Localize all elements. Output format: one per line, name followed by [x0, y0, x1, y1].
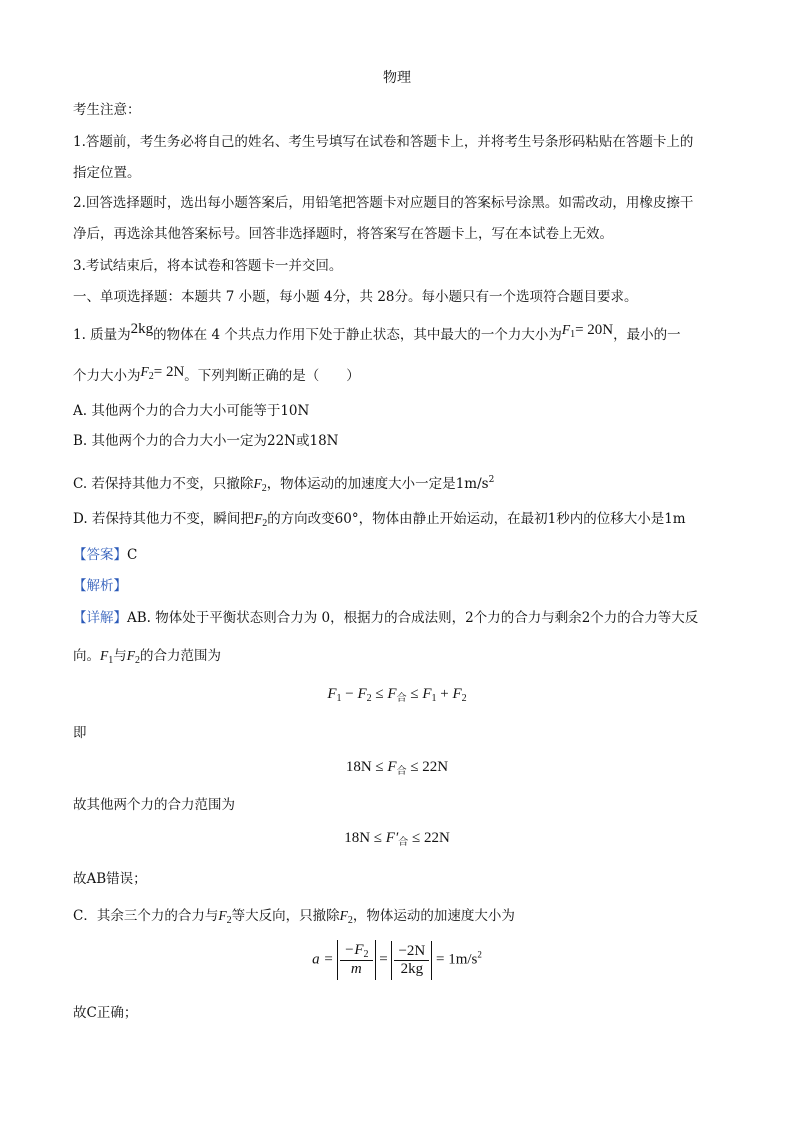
answer-line: [73, 546, 137, 564]
answer-label: 【答案】: [73, 547, 127, 563]
option-b: B. 其他两个力的合力大小一定为22N或18N: [73, 433, 339, 449]
question-1-stem-line-1: 1. 质量为2kg的物体在 4 个共点力作用下处于静止状态，其中最大的一个力大小为$F_1= 20N$，最小的一: [73, 321, 681, 343]
analysis-label: 【解析】: [73, 578, 127, 594]
option-d: D. 若保持其他力不变，瞬间把$F_2$的方向改变60°，物体由静止开始运动，在最初1秒内的位移大小是1m: [73, 511, 686, 529]
ji-text: 即: [73, 725, 87, 741]
detail-paragraph-line-2: 向。$F_1$与$F_2$的合力范围为: [73, 648, 221, 666]
answer-value: C: [127, 547, 138, 563]
other-range-text: 故其他两个力的合力范围为: [73, 797, 235, 813]
abs-fraction-symbolic: $\frac{-F_2}{m}$: [337, 940, 375, 980]
abs-fraction-numeric: $\frac{-2N}{2kg}$: [391, 941, 432, 980]
notice-item-2-line-1: 2.回答选择题时，选出每小题答案后，用铅笔把答题卡对应题目的答案标号涂黑。如需改动，用橡皮擦干: [73, 195, 694, 211]
question-1-stem-line-2: 个力大小为$F_2= 2N$。下列判断正确的是（ ）: [73, 364, 360, 384]
c-analysis-line: C．其余三个力的合力与$F_2$等大反向，只撤除$F_2$，物体运动的加速度大小为: [73, 908, 515, 926]
inequality-other-range: $18N \le F'_合 \le 22N$: [344, 830, 450, 848]
ab-conclusion: 故AB错误；: [73, 871, 147, 887]
inequality-numeric-range: $18N \le F_合 \le 22N$: [345, 759, 449, 777]
c-conclusion: 故C正确；: [73, 1005, 138, 1021]
notice-item-2-line-2: 净后，再选涂其他答案标号。回答非选择题时，将答案写在答题卡上，写在本试卷上无效。: [73, 226, 613, 242]
page-title: 物理: [383, 70, 411, 86]
option-c: C. 若保持其他力不变，只撤除$F_2$，物体运动的加速度大小一定是$1m/s^2$: [73, 475, 495, 494]
notice-heading: 考生注意：: [73, 102, 141, 118]
section-heading: 一、单项选择题：本题共 7 小题，每小题 4分，共 28分。每小题只有一个选项符合题目要求。: [73, 289, 638, 305]
option-a: A. 其他两个力的合力大小可能等于10N: [73, 403, 310, 419]
notice-item-3: 3.考试结束后，将本试卷和答题卡一并交回。: [73, 258, 343, 274]
inequality-force-range: $F_1 - F_2 \le F_合 \le F_1 + F_2$: [327, 686, 467, 704]
detail-paragraph-line-1: 【详解】AB. 物体处于平衡状态则合力为 0，根据力的合成法则，2个力的合力与剩余2个力的合力等大反: [73, 610, 699, 626]
notice-item-1-line-1: 1.答题前，考生务必将自己的姓名、考生号填写在试卷和答题卡上，并将考生号条形码粘贴在答题卡上的: [73, 134, 694, 150]
acceleration-equation: a = $\frac{-F_2}{m}$ = $\frac{-2N}{2kg}$ = $1m/s^2$: [0, 940, 794, 980]
notice-item-1-line-2: 指定位置。: [73, 165, 141, 181]
